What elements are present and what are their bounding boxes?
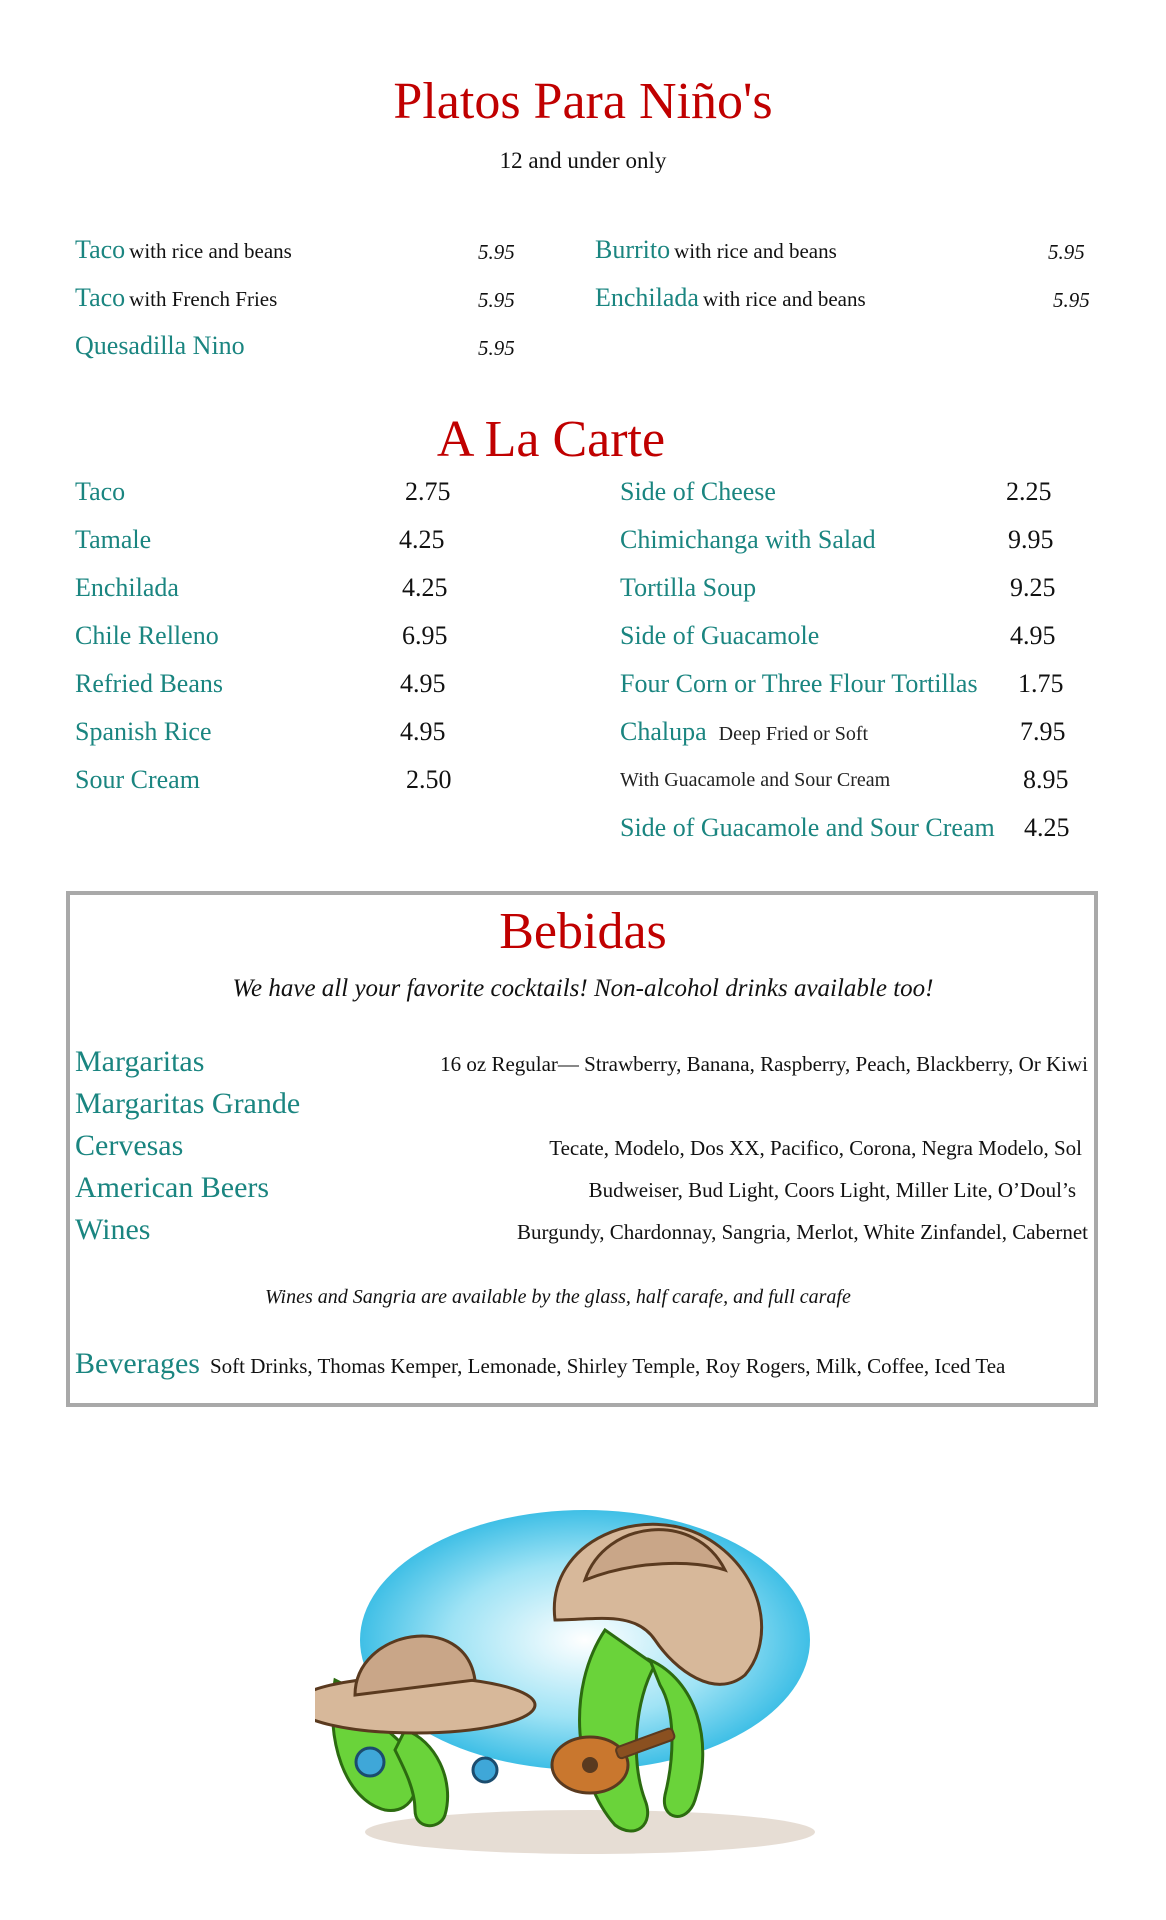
kids-subtitle: 12 and under only xyxy=(499,148,667,173)
kids-item-desc: with rice and beans xyxy=(674,239,837,263)
kids-item-price: 5.95 xyxy=(1053,288,1090,312)
kids-item-taco-fries xyxy=(75,283,277,313)
kids-item-name: Taco xyxy=(75,283,126,312)
bebidas-item-list: 16 oz Regular— Strawberry, Banana, Raspberry, Peach, Blackberry, Or Kiwi xyxy=(440,1052,1088,1076)
kids-item-price: 5.95 xyxy=(478,240,515,264)
alacarte-item-price: 4.95 xyxy=(400,669,446,698)
bebidas-item-name: Margaritas xyxy=(75,1045,205,1078)
alacarte-item-name: Tortilla Soup xyxy=(620,573,757,602)
bebidas-item-list: Soft Drinks, Thomas Kemper, Lemonade, Shirley Temple, Roy Rogers, Milk, Coffee, Iced Tea xyxy=(209,1354,1006,1378)
alacarte-item-name: Side of Guacamole and Sour Cream xyxy=(620,813,995,842)
bebidas-tagline: We have all your favorite cocktails! Non-alcohol drinks available too! xyxy=(232,975,934,1002)
kids-item-desc: with rice and beans xyxy=(129,239,292,263)
kids-item-name: Enchilada xyxy=(595,283,699,312)
alacarte-item-name: Side of Guacamole xyxy=(620,621,820,650)
alacarte-item-name: Taco xyxy=(75,477,126,506)
alacarte-item-price: 1.75 xyxy=(1018,669,1064,698)
bebidas-item-list: Burgundy, Chardonnay, Sangria, Merlot, White Zinfandel, Cabernet xyxy=(517,1220,1088,1244)
bebidas-item-name: American Beers xyxy=(75,1171,270,1204)
alacarte-item-price: 4.95 xyxy=(400,717,446,746)
kids-item-name: Burrito xyxy=(595,235,671,264)
alacarte-item-note: Deep Fried or Soft xyxy=(718,723,869,745)
alacarte-item-name: Chimichanga with Salad xyxy=(620,525,876,554)
bebidas-item-name: Beverages xyxy=(75,1347,200,1380)
alacarte-item-name: Spanish Rice xyxy=(75,717,212,746)
alacarte-item-price: 9.25 xyxy=(1010,573,1056,602)
alacarte-item-price: 2.50 xyxy=(406,765,452,794)
bebidas-beverages-row xyxy=(75,1347,1005,1381)
alacarte-item-chalupa xyxy=(620,717,868,747)
alacarte-item-name: Tamale xyxy=(75,525,152,554)
bebidas-item-name: Wines xyxy=(75,1213,151,1246)
alacarte-item-price: 2.25 xyxy=(1006,477,1052,506)
alacarte-item-price: 6.95 xyxy=(402,621,448,650)
bebidas-item-name: Margaritas Grande xyxy=(75,1087,301,1120)
bebidas-item-list: Tecate, Modelo, Dos XX, Pacifico, Corona, Negra Modelo, Sol xyxy=(549,1136,1082,1160)
alacarte-item-name: Sour Cream xyxy=(75,765,200,794)
kids-item-price: 5.95 xyxy=(1048,240,1085,264)
kids-item-enchilada xyxy=(595,283,866,313)
alacarte-item-price: 4.95 xyxy=(1010,621,1056,650)
alacarte-item-name: Chile Relleno xyxy=(75,621,219,650)
alacarte-item-price: 9.95 xyxy=(1008,525,1054,554)
kids-item-taco-rice xyxy=(75,235,292,265)
alacarte-item-price: 8.95 xyxy=(1023,765,1069,794)
dancing-chili-peppers-icon xyxy=(315,1480,875,1860)
kids-item-burrito xyxy=(595,235,837,265)
kids-item-price: 5.95 xyxy=(478,288,515,312)
bebidas-wine-note: Wines and Sangria are available by the glass, half carafe, and full carafe xyxy=(265,1286,851,1308)
alacarte-item-price: 4.25 xyxy=(399,525,445,554)
alacarte-item-price: 2.75 xyxy=(405,477,451,506)
kids-item-desc: with rice and beans xyxy=(702,287,866,311)
alacarte-item-name: Enchilada xyxy=(75,573,179,602)
alacarte-item-price: 7.95 xyxy=(1020,717,1066,746)
alacarte-item-name: Side of Cheese xyxy=(620,477,776,506)
kids-item-name: Taco xyxy=(75,235,126,264)
alacarte-item-price: 4.25 xyxy=(402,573,448,602)
alacarte-title: A La Carte xyxy=(436,411,666,468)
bebidas-title: Bebidas xyxy=(499,903,667,960)
kids-item-name: Quesadilla Nino xyxy=(75,331,245,360)
alacarte-item-name: Chalupa xyxy=(620,717,707,746)
kids-item-quesadilla xyxy=(75,331,245,361)
kids-item-price: 5.95 xyxy=(478,336,515,360)
alacarte-item-price: 4.25 xyxy=(1024,813,1070,842)
kids-title: Platos Para Niño's xyxy=(393,73,773,130)
bebidas-item-list: Budweiser, Bud Light, Coors Light, Miller Lite, O’Doul’s xyxy=(588,1178,1076,1202)
alacarte-item-note: With Guacamole and Sour Cream xyxy=(620,769,891,791)
bebidas-item-name: Cervesas xyxy=(75,1129,184,1162)
alacarte-item-name: Four Corn or Three Flour Tortillas xyxy=(620,669,978,698)
kids-item-desc: with French Fries xyxy=(129,287,278,311)
alacarte-item-name: Refried Beans xyxy=(75,669,224,698)
